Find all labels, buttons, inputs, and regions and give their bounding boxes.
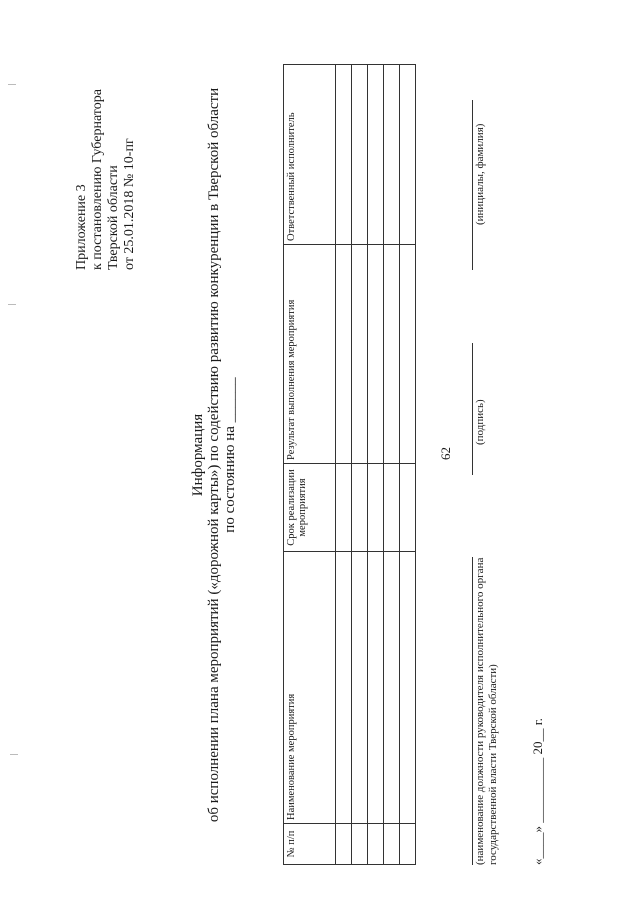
scan-edge-mark xyxy=(8,304,16,305)
column-header-term: Срок реализации мероприятия xyxy=(284,464,336,552)
table-cell xyxy=(384,65,400,245)
column-header-responsible: Ответственный исполнитель xyxy=(284,65,336,245)
scan-edge-mark xyxy=(8,84,16,85)
table-cell xyxy=(368,552,384,824)
table-cell xyxy=(400,552,416,824)
position-caption: (наименование должности руководителя исполнительного органа государственной власти Тверской области) xyxy=(474,557,499,865)
table-cell xyxy=(400,245,416,464)
table-cell xyxy=(336,464,352,552)
appendix-block xyxy=(74,89,138,270)
table-cell xyxy=(352,552,368,824)
table-row xyxy=(384,65,400,865)
table-row xyxy=(352,65,368,865)
table-cell xyxy=(336,824,352,865)
signature-line xyxy=(472,343,473,475)
table-cell xyxy=(352,824,368,865)
table-cell xyxy=(384,824,400,865)
table-cell xyxy=(384,552,400,824)
table-cell xyxy=(400,824,416,865)
name-caption: (инициалы, фамилия) xyxy=(474,123,486,225)
table-row xyxy=(400,65,416,865)
table-row xyxy=(336,65,352,865)
table-row xyxy=(368,65,384,865)
document-title: Информация xyxy=(190,413,206,497)
table-cell xyxy=(352,245,368,464)
table-cell xyxy=(352,464,368,552)
table-cell xyxy=(400,65,416,245)
table-cell xyxy=(368,245,384,464)
appendix-line: от 25.01.2018 № 10-пг xyxy=(122,138,137,270)
page-number: 62 xyxy=(438,447,453,460)
table-header-row xyxy=(284,65,336,865)
table-cell xyxy=(352,65,368,245)
column-header-name: Наименование мероприятия xyxy=(284,552,336,824)
table-cell xyxy=(336,552,352,824)
table-cell xyxy=(368,824,384,865)
column-header-result: Результат выполнения мероприятия xyxy=(284,245,336,464)
table-cell xyxy=(368,65,384,245)
table-cell xyxy=(384,245,400,464)
appendix-line: Тверской области xyxy=(106,165,121,270)
appendix-line: Приложение 3 xyxy=(74,184,89,270)
position-line xyxy=(472,557,473,865)
table-cell xyxy=(336,65,352,245)
table-cell xyxy=(400,464,416,552)
scan-edge-mark xyxy=(10,754,18,755)
signature-caption: (подпись) xyxy=(474,399,486,445)
table-cell xyxy=(384,464,400,552)
table-cell xyxy=(336,245,352,464)
name-line xyxy=(472,100,473,270)
status-date-line: по состоянию на ______ xyxy=(222,377,238,533)
appendix-line: к постановлению Губернатора xyxy=(90,89,105,270)
measures-table xyxy=(283,64,416,865)
document-subtitle: об исполнении плана мероприятий («дорожной карты») по содействию развитию конкуренции в Тверской области xyxy=(206,87,222,823)
table-cell xyxy=(368,464,384,552)
date-line: «____» __________ 20__ г. xyxy=(530,718,545,865)
column-header-number: № п/п xyxy=(284,824,336,865)
